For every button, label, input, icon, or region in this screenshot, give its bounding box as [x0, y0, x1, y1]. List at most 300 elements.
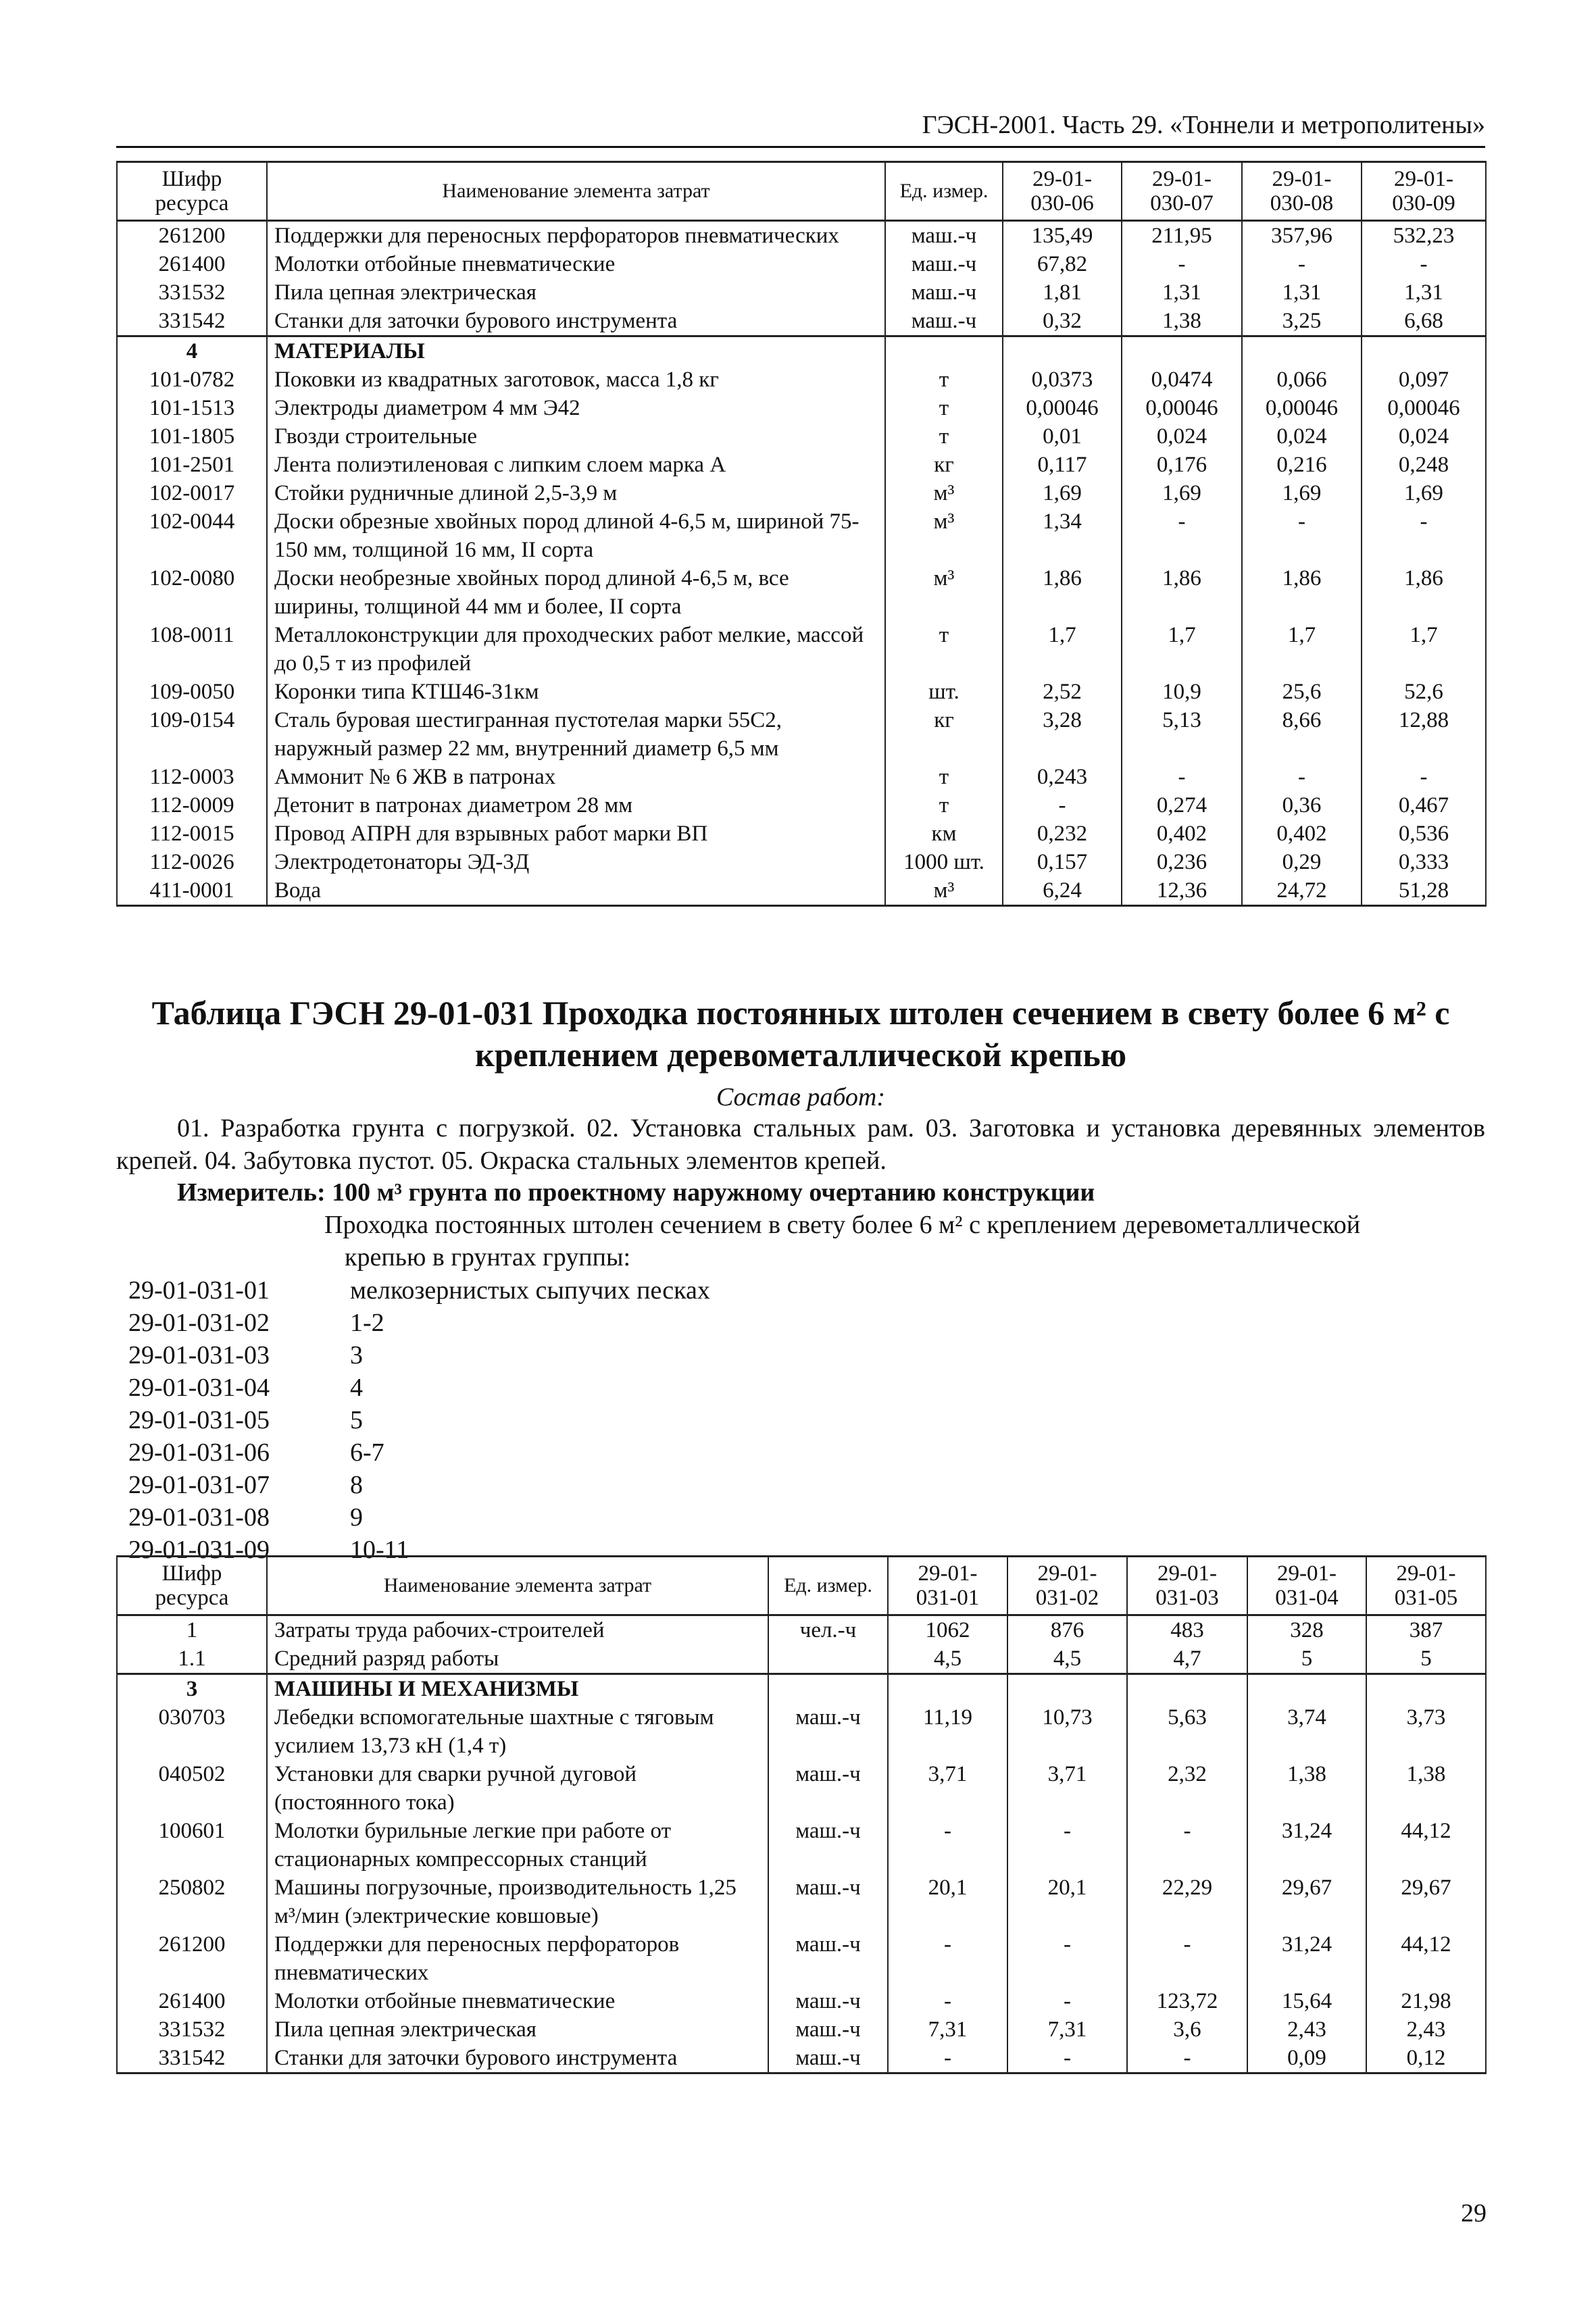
resource-value: -: [1242, 763, 1362, 791]
resource-value: 20,1: [888, 1873, 1007, 1930]
table-row: [117, 1930, 1486, 1987]
resource-value: 20,1: [1007, 1873, 1127, 1930]
resource-value: 1,38: [1366, 1760, 1486, 1817]
resource-unit: чел.-ч: [768, 1615, 888, 1645]
resource-value: [1242, 336, 1362, 366]
running-header: ГЭСН-2001. Часть 29. «Тоннели и метрополитены»: [922, 111, 1485, 139]
resource-value: 1,31: [1122, 278, 1242, 307]
resource-value: 10,73: [1007, 1703, 1127, 1760]
resource-value: 51,28: [1362, 876, 1486, 906]
resource-unit: маш.-ч: [885, 278, 1003, 307]
resource-value: 1,7: [1003, 621, 1122, 678]
resource-value: [1247, 1674, 1366, 1704]
table-row: [117, 307, 1486, 336]
resource-value: [1366, 1674, 1486, 1704]
resource-table-030: [116, 161, 1487, 907]
resource-name: Лебедки вспомогательные шахтные с тяговым усилием 13,73 кН (1,4 т): [267, 1703, 768, 1760]
resource-value: 3,73: [1366, 1703, 1486, 1760]
variant-code: 29-01-031-07: [128, 1471, 270, 1499]
resource-value: -: [1242, 507, 1362, 564]
resource-code: 331542: [117, 2044, 267, 2073]
resource-value: 52,6: [1362, 678, 1486, 706]
resource-value: 31,24: [1247, 1817, 1366, 1873]
resource-code: 1: [117, 1615, 267, 1645]
col-header-unit: Ед. измер.: [885, 162, 1003, 221]
resource-name: Молотки отбойные пневматические: [267, 250, 885, 278]
section-row: [117, 1674, 1486, 1704]
resource-name: Станки для заточки бурового инструмента: [267, 2044, 768, 2073]
resource-unit: м³: [885, 507, 1003, 564]
resource-value: 44,12: [1366, 1817, 1486, 1873]
resource-code: 102-0080: [117, 564, 267, 621]
resource-name: МАШИНЫ И МЕХАНИЗМЫ: [267, 1674, 768, 1704]
resource-value: 1,38: [1247, 1760, 1366, 1817]
resource-value: 2,43: [1247, 2015, 1366, 2044]
resource-name: Электродетонаторы ЭД-3Д: [267, 848, 885, 876]
table-row: [117, 791, 1486, 820]
resource-code: 109-0050: [117, 678, 267, 706]
resource-code: 261400: [117, 250, 267, 278]
variant-row: [128, 1274, 710, 1307]
resource-value: 5,13: [1122, 706, 1242, 763]
resource-unit: м³: [885, 479, 1003, 507]
resource-value: 12,88: [1362, 706, 1486, 763]
resource-unit: т: [885, 366, 1003, 394]
table-row: [117, 1615, 1486, 1645]
resource-value: 12,36: [1122, 876, 1242, 906]
table-row: [117, 451, 1486, 479]
table-row: [117, 1987, 1486, 2015]
table-row: [117, 763, 1486, 791]
resource-value: 0,097: [1362, 366, 1486, 394]
resource-unit: маш.-ч: [885, 221, 1003, 251]
resource-name: Аммонит № 6 ЖВ в патронах: [267, 763, 885, 791]
resource-code: 1.1: [117, 1644, 267, 1674]
resource-unit: маш.-ч: [768, 1930, 888, 1987]
resource-value: 0,467: [1362, 791, 1486, 820]
variant-row: [128, 1501, 710, 1534]
resource-value: -: [1003, 791, 1122, 820]
resource-unit: маш.-ч: [768, 1817, 888, 1873]
resource-value: 4,7: [1127, 1644, 1247, 1674]
resource-value: 1,86: [1122, 564, 1242, 621]
resource-value: 1,86: [1242, 564, 1362, 621]
table-row: [117, 278, 1486, 307]
resource-value: -: [1127, 2044, 1247, 2073]
resource-code: 101-0782: [117, 366, 267, 394]
resource-value: 387: [1366, 1615, 1486, 1645]
resource-value: 3,25: [1242, 307, 1362, 336]
variant-soil-group: 10-11: [350, 1536, 409, 1564]
resource-value: -: [1127, 1817, 1247, 1873]
resource-value: 0,024: [1122, 422, 1242, 451]
table-header-row: [117, 1557, 1486, 1615]
resource-value: 0,176: [1122, 451, 1242, 479]
header-rule: [116, 146, 1485, 148]
resource-code: 112-0003: [117, 763, 267, 791]
resource-value: -: [1127, 1930, 1247, 1987]
resource-value: 0,216: [1242, 451, 1362, 479]
resource-code: 112-0026: [117, 848, 267, 876]
resource-value: 3,74: [1247, 1703, 1366, 1760]
resource-value: 1,69: [1003, 479, 1122, 507]
resource-unit: маш.-ч: [768, 1703, 888, 1760]
table-row: [117, 422, 1486, 451]
resource-value: 1062: [888, 1615, 1007, 1645]
variant-code: 29-01-031-01: [128, 1276, 270, 1305]
resource-name: Установки для сварки ручной дуговой (постоянного тока): [267, 1760, 768, 1817]
resource-name: МАТЕРИАЛЫ: [267, 336, 885, 366]
variants-list: [128, 1274, 710, 1566]
col-header-code: Шифр ресурса: [117, 162, 267, 221]
resource-code: 102-0017: [117, 479, 267, 507]
resource-value: 0,00046: [1242, 394, 1362, 422]
resource-value: 0,024: [1242, 422, 1362, 451]
resource-unit: маш.-ч: [768, 1873, 888, 1930]
resource-name: Вода: [267, 876, 885, 906]
resource-value: 0,402: [1242, 820, 1362, 848]
table-row: [117, 820, 1486, 848]
resource-name: Металлоконструкции для проходческих работ мелкие, массой до 0,5 т из профилей: [267, 621, 885, 678]
table-row: [117, 706, 1486, 763]
resource-value: 3,71: [1007, 1760, 1127, 1817]
resource-value: 532,23: [1362, 221, 1486, 251]
resource-value: 22,29: [1127, 1873, 1247, 1930]
resource-value: -: [1362, 507, 1486, 564]
resource-value: 0,12: [1366, 2044, 1486, 2073]
resource-value: -: [1007, 1817, 1127, 1873]
col-header-value-2: 29-01- 030-07: [1122, 162, 1242, 221]
resource-value: 7,31: [1007, 2015, 1127, 2044]
resource-value: 0,157: [1003, 848, 1122, 876]
resource-unit: шт.: [885, 678, 1003, 706]
resource-unit: маш.-ч: [885, 250, 1003, 278]
variant-row: [128, 1372, 710, 1404]
resource-value: 1,86: [1003, 564, 1122, 621]
resource-name: Провод АПРН для взрывных работ марки ВП: [267, 820, 885, 848]
resource-value: 0,024: [1362, 422, 1486, 451]
resource-code: 102-0044: [117, 507, 267, 564]
resource-unit: т: [885, 763, 1003, 791]
resource-value: [1127, 1674, 1247, 1704]
resource-code: 411-0001: [117, 876, 267, 906]
resource-code: 101-1805: [117, 422, 267, 451]
resource-name: Пила цепная электрическая: [267, 278, 885, 307]
resource-name: Поддержки для переносных перфораторов пневматических: [267, 1930, 768, 1987]
resource-name: Коронки типа КТШ46-31км: [267, 678, 885, 706]
table-row: [117, 564, 1486, 621]
resource-value: 0,09: [1247, 2044, 1366, 2073]
resource-value: -: [1007, 1930, 1127, 1987]
resource-value: [1362, 336, 1486, 366]
resource-code: 3: [117, 1674, 267, 1704]
col-header-value-3: 29-01- 031-03: [1127, 1557, 1247, 1615]
resource-value: -: [1007, 1987, 1127, 2015]
resource-name: Гвозди строительные: [267, 422, 885, 451]
resource-value: 6,68: [1362, 307, 1486, 336]
variant-soil-group: 5: [350, 1406, 363, 1434]
resource-value: 25,6: [1242, 678, 1362, 706]
variant-row: [128, 1307, 710, 1339]
resource-value: 211,95: [1122, 221, 1242, 251]
table-row: [117, 876, 1486, 906]
resource-code: 261200: [117, 1930, 267, 1987]
resource-value: 0,0373: [1003, 366, 1122, 394]
resource-name: Сталь буровая шестигранная пустотелая марки 55С2, наружный размер 22 мм, внутренний диаметр 6,5 мм: [267, 706, 885, 763]
resource-value: 29,67: [1366, 1873, 1486, 1930]
col-header-value-4: 29-01- 030-09: [1362, 162, 1486, 221]
resource-value: 1,7: [1242, 621, 1362, 678]
resource-value: 135,49: [1003, 221, 1122, 251]
resource-value: 0,402: [1122, 820, 1242, 848]
resource-unit: маш.-ч: [768, 1987, 888, 2015]
resource-value: 328: [1247, 1615, 1366, 1645]
resource-value: 2,43: [1366, 2015, 1486, 2044]
variant-soil-group: 3: [350, 1341, 363, 1369]
col-header-value-3: 29-01- 030-08: [1242, 162, 1362, 221]
resource-value: 5: [1366, 1644, 1486, 1674]
resource-name: Средний разряд работы: [267, 1644, 768, 1674]
resource-value: 1,7: [1122, 621, 1242, 678]
variant-row: [128, 1436, 710, 1469]
resource-value: 0,00046: [1003, 394, 1122, 422]
table-row: [117, 2044, 1486, 2073]
resource-code: 250802: [117, 1873, 267, 1930]
resource-value: 0,29: [1242, 848, 1362, 876]
resource-value: 0,36: [1242, 791, 1362, 820]
resource-value: 1,7: [1362, 621, 1486, 678]
resource-name: Доски обрезные хвойных пород длиной 4-6,5 м, шириной 75-150 мм, толщиной 16 мм, II сорта: [267, 507, 885, 564]
resource-name: Затраты труда рабочих-строителей: [267, 1615, 768, 1645]
resource-value: 483: [1127, 1615, 1247, 1645]
variant-code: 29-01-031-03: [128, 1341, 270, 1369]
resource-code: 100601: [117, 1817, 267, 1873]
resource-value: 0,536: [1362, 820, 1486, 848]
resource-value: [888, 1674, 1007, 1704]
resource-value: [1003, 336, 1122, 366]
col-header-code: Шифр ресурса: [117, 1557, 267, 1615]
section-row: [117, 336, 1486, 366]
variant-row: [128, 1339, 710, 1372]
variant-code: 29-01-031-04: [128, 1374, 270, 1402]
resource-value: 10,9: [1122, 678, 1242, 706]
variant-code: 29-01-031-09: [128, 1536, 270, 1564]
resource-name: Станки для заточки бурового инструмента: [267, 307, 885, 336]
resource-name: Пила цепная электрическая: [267, 2015, 768, 2044]
variant-code: 29-01-031-02: [128, 1309, 270, 1337]
table-row: [117, 1760, 1486, 1817]
resource-code: 261200: [117, 221, 267, 251]
resource-unit: т: [885, 621, 1003, 678]
resource-table-031: [116, 1555, 1487, 2074]
resource-value: -: [1362, 250, 1486, 278]
resource-code: 331542: [117, 307, 267, 336]
resource-value: 8,66: [1242, 706, 1362, 763]
resource-value: 0,066: [1242, 366, 1362, 394]
variants-intro: Проходка постоянных штолен сечением в свету более 6 м² с креплением деревометаллической крепью в грунтах группы:: [324, 1211, 1361, 1272]
col-header-name: Наименование элемента затрат: [267, 1557, 768, 1615]
resource-value: 0,333: [1362, 848, 1486, 876]
resource-value: 1,86: [1362, 564, 1486, 621]
col-header-unit: Ед. измер.: [768, 1557, 888, 1615]
resource-unit: маш.-ч: [885, 307, 1003, 336]
col-header-value-1: 29-01- 030-06: [1003, 162, 1122, 221]
resource-value: 876: [1007, 1615, 1127, 1645]
resource-code: 112-0015: [117, 820, 267, 848]
col-header-name: Наименование элемента затрат: [267, 162, 885, 221]
variant-soil-group: 4: [350, 1374, 363, 1402]
resource-value: -: [1007, 2044, 1127, 2073]
resource-code: 261400: [117, 1987, 267, 2015]
composition-text: 01. Разработка грунта с погрузкой. 02. Установка стальных рам. 03. Заготовка и установка деревянных элементов крепей. 04. Забутовка пустот. 05. Окраска стальных элементов крепей.: [116, 1114, 1485, 1175]
resource-code: 101-2501: [117, 451, 267, 479]
resource-value: -: [1122, 250, 1242, 278]
resource-value: 0,01: [1003, 422, 1122, 451]
resource-value: 15,64: [1247, 1987, 1366, 2015]
resource-name: Молотки бурильные легкие при работе от стационарных компрессорных станций: [267, 1817, 768, 1873]
resource-code: 331532: [117, 278, 267, 307]
variant-soil-group: 1-2: [350, 1309, 384, 1337]
resource-value: 4,5: [888, 1644, 1007, 1674]
resource-value: [1122, 336, 1242, 366]
resource-value: -: [1122, 763, 1242, 791]
resource-value: -: [1362, 763, 1486, 791]
resource-value: 3,6: [1127, 2015, 1247, 2044]
resource-unit: маш.-ч: [768, 2044, 888, 2073]
resource-value: 6,24: [1003, 876, 1122, 906]
resource-value: 1,81: [1003, 278, 1122, 307]
resource-code: 331532: [117, 2015, 267, 2044]
resource-value: -: [1242, 250, 1362, 278]
table-row: [117, 848, 1486, 876]
table-row: [117, 394, 1486, 422]
resource-code: 030703: [117, 1703, 267, 1760]
resource-value: 11,19: [888, 1703, 1007, 1760]
resource-value: [1007, 1674, 1127, 1704]
resource-code: 109-0154: [117, 706, 267, 763]
variant-code: 29-01-031-05: [128, 1406, 270, 1434]
table-row: [117, 1644, 1486, 1674]
resource-value: 0,232: [1003, 820, 1122, 848]
table-row: [117, 479, 1486, 507]
resource-value: 5: [1247, 1644, 1366, 1674]
table-row: [117, 366, 1486, 394]
resource-name: Детонит в патронах диаметром 28 мм: [267, 791, 885, 820]
resource-value: 0,117: [1003, 451, 1122, 479]
resource-code: 108-0011: [117, 621, 267, 678]
resource-value: 0,32: [1003, 307, 1122, 336]
resource-code: 112-0009: [117, 791, 267, 820]
table-row: [117, 1703, 1486, 1760]
table-row: [117, 507, 1486, 564]
resource-name: Поковки из квадратных заготовок, масса 1,8 кг: [267, 366, 885, 394]
resource-unit: маш.-ч: [768, 2015, 888, 2044]
variant-soil-group: 8: [350, 1471, 363, 1499]
resource-unit: км: [885, 820, 1003, 848]
table-row: [117, 250, 1486, 278]
resource-value: 1,69: [1362, 479, 1486, 507]
table-row: [117, 678, 1486, 706]
variant-code: 29-01-031-06: [128, 1438, 270, 1467]
col-header-value-2: 29-01- 031-02: [1007, 1557, 1127, 1615]
table-row: [117, 621, 1486, 678]
resource-value: -: [888, 1817, 1007, 1873]
resource-name: Электроды диаметром 4 мм Э42: [267, 394, 885, 422]
resource-unit: т: [885, 791, 1003, 820]
resource-code: 101-1513: [117, 394, 267, 422]
resource-value: 5,63: [1127, 1703, 1247, 1760]
resource-value: -: [888, 2044, 1007, 2073]
resource-unit: т: [885, 422, 1003, 451]
resource-unit: [768, 1674, 888, 1704]
variant-soil-group: 6-7: [350, 1438, 384, 1467]
resource-name: Стойки рудничные длиной 2,5-3,9 м: [267, 479, 885, 507]
resource-value: 123,72: [1127, 1987, 1247, 2015]
table-header-row: [117, 162, 1486, 221]
resource-value: 1,31: [1242, 278, 1362, 307]
table-031-title: Таблица ГЭСН 29-01-031 Проходка постоянных штолен сечением в свету более 6 м² с креплением деревометаллической крепью: [151, 994, 1450, 1074]
resource-name: Доски необрезные хвойных пород длиной 4-6,5 м, все ширины, толщиной 44 мм и более, II сорта: [267, 564, 885, 621]
resource-value: 31,24: [1247, 1930, 1366, 1987]
resource-value: 1,69: [1122, 479, 1242, 507]
table-row: [117, 2015, 1486, 2044]
resource-code: 4: [117, 336, 267, 366]
composition-label: Состав работ:: [716, 1083, 886, 1111]
resource-value: 1,34: [1003, 507, 1122, 564]
resource-unit: [885, 336, 1003, 366]
variant-row: [128, 1404, 710, 1436]
col-header-value-1: 29-01- 031-01: [888, 1557, 1007, 1615]
page-number: 29: [1461, 2199, 1487, 2228]
col-header-value-4: 29-01- 031-04: [1247, 1557, 1366, 1615]
resource-code: 040502: [117, 1760, 267, 1817]
resource-value: 7,31: [888, 2015, 1007, 2044]
resource-value: 1,38: [1122, 307, 1242, 336]
variant-soil-group: 9: [350, 1503, 363, 1532]
resource-unit: м³: [885, 876, 1003, 906]
resource-value: 3,28: [1003, 706, 1122, 763]
resource-name: Машины погрузочные, производительность 1,25 м³/мин (электрические ковшовые): [267, 1873, 768, 1930]
resource-name: Поддержки для переносных перфораторов пневматических: [267, 221, 885, 251]
resource-unit: м³: [885, 564, 1003, 621]
resource-value: 4,5: [1007, 1644, 1127, 1674]
resource-unit: кг: [885, 706, 1003, 763]
resource-value: 0,00046: [1362, 394, 1486, 422]
resource-value: 0,0474: [1122, 366, 1242, 394]
resource-value: 2,32: [1127, 1760, 1247, 1817]
resource-value: 0,236: [1122, 848, 1242, 876]
resource-unit: маш.-ч: [768, 1760, 888, 1817]
resource-value: 1,31: [1362, 278, 1486, 307]
col-header-value-5: 29-01- 031-05: [1366, 1557, 1486, 1615]
resource-unit: кг: [885, 451, 1003, 479]
resource-value: 357,96: [1242, 221, 1362, 251]
variant-soil-group: мелкозернистых сыпучих песках: [350, 1276, 710, 1305]
resource-value: 2,52: [1003, 678, 1122, 706]
resource-unit: [768, 1644, 888, 1674]
resource-value: 0,00046: [1122, 394, 1242, 422]
resource-name: Лента полиэтиленовая с липким слоем марка А: [267, 451, 885, 479]
variant-code: 29-01-031-08: [128, 1503, 270, 1532]
variant-row: [128, 1469, 710, 1501]
resource-value: 1,69: [1242, 479, 1362, 507]
resource-value: 0,274: [1122, 791, 1242, 820]
table-row: [117, 1817, 1486, 1873]
resource-value: 67,82: [1003, 250, 1122, 278]
resource-value: 44,12: [1366, 1930, 1486, 1987]
resource-unit: т: [885, 394, 1003, 422]
resource-value: -: [888, 1930, 1007, 1987]
